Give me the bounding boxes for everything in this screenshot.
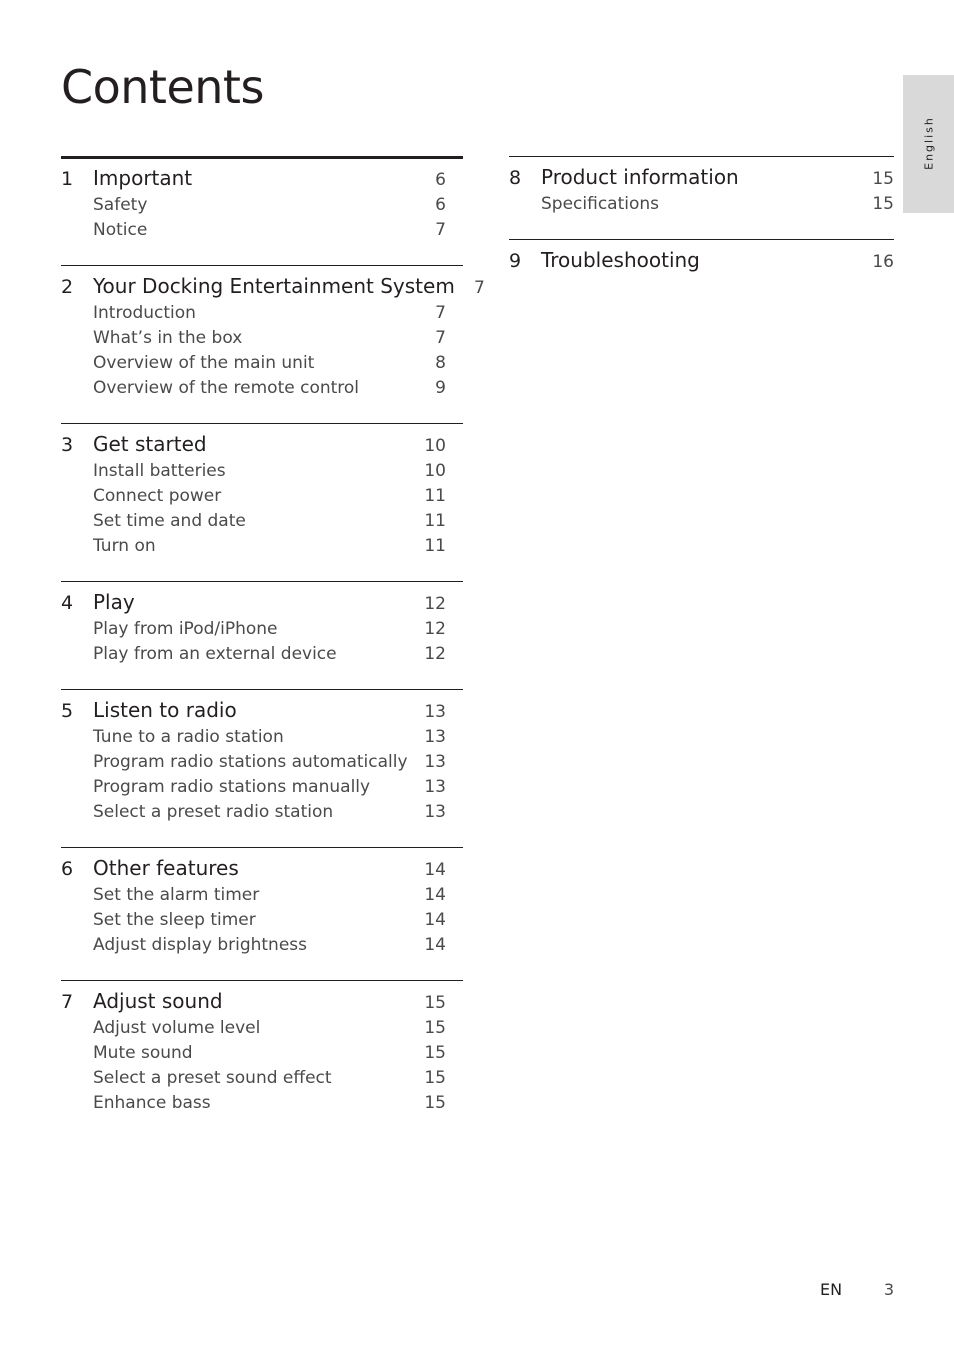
section-number: 2	[61, 276, 74, 298]
toc-entry-heading[interactable]	[61, 432, 463, 459]
entry-label[interactable]: Notice	[93, 220, 148, 240]
page-title: Contents	[61, 60, 264, 114]
entry-label[interactable]: Introduction	[93, 303, 196, 323]
page-number: 15	[424, 1018, 446, 1038]
toc-entry[interactable]	[61, 1066, 463, 1091]
toc-entry[interactable]	[61, 617, 463, 642]
toc-entry[interactable]	[61, 750, 463, 775]
language-tab	[903, 75, 954, 213]
entry-label[interactable]: Play from iPod/iPhone	[93, 619, 278, 639]
page-number: 8	[435, 353, 446, 373]
entry-label[interactable]: Select a preset sound effect	[93, 1068, 332, 1088]
page-number: 7	[435, 303, 446, 323]
page-number: 15	[424, 1093, 446, 1113]
toc-entry-heading[interactable]	[509, 165, 894, 192]
entry-label[interactable]: Connect power	[93, 486, 222, 506]
entry-label[interactable]: Set time and date	[93, 511, 246, 531]
toc-entry[interactable]	[61, 908, 463, 933]
toc-entry[interactable]	[61, 883, 463, 908]
section-number: 4	[61, 592, 74, 614]
section-title[interactable]: Your Docking Entertainment System	[93, 274, 455, 298]
entry-label[interactable]: Safety	[93, 195, 148, 215]
page-number: 7	[473, 278, 485, 298]
toc-entry[interactable]	[61, 933, 463, 958]
entry-label[interactable]: Program radio stations automatically	[93, 752, 408, 772]
page-number: 15	[872, 194, 894, 214]
section-number: 7	[61, 991, 74, 1013]
section-title[interactable]: Listen to radio	[93, 698, 237, 722]
toc-entry[interactable]	[61, 725, 463, 750]
toc-section-9	[509, 239, 894, 297]
toc-entry[interactable]	[509, 192, 894, 217]
section-title[interactable]: Important	[93, 166, 193, 190]
toc-entry[interactable]	[61, 193, 463, 218]
page-number: 15	[424, 1068, 446, 1088]
toc-entry-heading[interactable]	[61, 274, 485, 301]
toc-entry[interactable]	[61, 534, 463, 559]
entry-label[interactable]: Set the sleep timer	[93, 910, 256, 930]
toc-column-left	[61, 156, 485, 1138]
page-number: 6	[435, 195, 446, 215]
page-number: 6	[435, 170, 446, 190]
page-number: 14	[424, 935, 446, 955]
page-number: 14	[424, 910, 446, 930]
page-number: 15	[872, 169, 894, 189]
page-footer	[820, 1280, 894, 1299]
entry-label[interactable]: Tune to a radio station	[93, 727, 284, 747]
page-number: 13	[424, 702, 446, 722]
page-number: 11	[424, 536, 446, 556]
section-number: 6	[61, 858, 74, 880]
entry-label[interactable]: Adjust volume level	[93, 1018, 261, 1038]
entry-label[interactable]: Program radio stations manually	[93, 777, 371, 797]
toc-entry[interactable]	[61, 459, 463, 484]
toc-section-7	[61, 980, 463, 1138]
page-number: 16	[872, 252, 894, 272]
toc-section-3	[61, 423, 463, 581]
entry-label[interactable]: Play from an external device	[93, 644, 337, 664]
section-number: 1	[61, 168, 74, 190]
entry-label[interactable]: What’s in the box	[93, 328, 243, 348]
toc-entry-heading[interactable]	[61, 698, 463, 725]
toc-entry[interactable]	[61, 218, 463, 243]
page-number: 13	[424, 802, 446, 822]
toc-entry[interactable]	[61, 1041, 463, 1066]
toc-entry[interactable]	[61, 326, 463, 351]
entry-label[interactable]: Adjust display brightness	[93, 935, 307, 955]
page-number: 11	[424, 486, 446, 506]
toc-section-1	[61, 156, 463, 265]
page-number: 15	[424, 993, 446, 1013]
page-number: 11	[424, 511, 446, 531]
toc-section-2	[61, 265, 485, 423]
footer-language: EN	[820, 1280, 843, 1299]
toc-section-4	[61, 581, 463, 689]
page-number: 13	[424, 727, 446, 747]
section-title[interactable]: Play	[93, 590, 135, 614]
entry-label[interactable]: Mute sound	[93, 1043, 193, 1063]
section-title[interactable]: Product information	[541, 165, 739, 189]
entry-label[interactable]: Enhance bass	[93, 1093, 211, 1113]
toc-entry-heading[interactable]	[61, 590, 463, 617]
entry-label[interactable]: Overview of the remote control	[93, 378, 360, 398]
page-number: 13	[424, 777, 446, 797]
toc-entry-heading[interactable]	[61, 856, 463, 883]
entry-label[interactable]: Install batteries	[93, 461, 226, 481]
section-number: 9	[509, 250, 522, 272]
toc-entry[interactable]	[61, 484, 463, 509]
page-number: 14	[424, 860, 446, 880]
toc-entry[interactable]	[61, 509, 463, 534]
page-number: 12	[424, 619, 446, 639]
section-title[interactable]: Get started	[93, 432, 207, 456]
section-number: 3	[61, 434, 74, 456]
page-number: 7	[435, 328, 446, 348]
entry-label[interactable]: Overview of the main unit	[93, 353, 315, 373]
section-number: 8	[509, 167, 522, 189]
toc-section-6	[61, 847, 463, 980]
toc-entry[interactable]	[61, 1016, 463, 1041]
toc-entry[interactable]	[61, 800, 463, 825]
language-tab-label: English	[922, 116, 935, 170]
toc-entry[interactable]	[61, 642, 463, 667]
entry-label[interactable]: Turn on	[93, 536, 156, 556]
footer-page-number: 3	[883, 1280, 894, 1299]
section-title[interactable]: Other features	[93, 856, 239, 880]
page-number: 9	[435, 378, 446, 398]
page-number: 15	[424, 1043, 446, 1063]
page-number: 12	[424, 644, 446, 664]
entry-label[interactable]: Specifications	[541, 194, 660, 214]
toc-section-5	[61, 689, 463, 847]
toc-entry-heading[interactable]	[61, 989, 463, 1016]
section-title[interactable]: Troubleshooting	[541, 248, 700, 272]
toc-entry[interactable]	[61, 1091, 463, 1116]
entry-label[interactable]: Select a preset radio station	[93, 802, 334, 822]
page-number: 14	[424, 885, 446, 905]
toc-entry[interactable]	[61, 301, 463, 326]
toc-section-8	[509, 156, 894, 239]
toc-entry-heading[interactable]	[61, 166, 463, 193]
page-number: 7	[435, 220, 446, 240]
section-number: 5	[61, 700, 74, 722]
page-number: 10	[424, 461, 446, 481]
toc-entry[interactable]	[61, 775, 463, 800]
entry-label[interactable]: Set the alarm timer	[93, 885, 260, 905]
page-number: 13	[424, 752, 446, 772]
toc-column-right	[509, 156, 894, 297]
toc-entry[interactable]	[61, 351, 463, 376]
page-number: 10	[424, 436, 446, 456]
toc-entry[interactable]	[61, 376, 463, 401]
toc-entry-heading[interactable]	[509, 248, 894, 275]
section-title[interactable]: Adjust sound	[93, 989, 223, 1013]
page-number: 12	[424, 594, 446, 614]
